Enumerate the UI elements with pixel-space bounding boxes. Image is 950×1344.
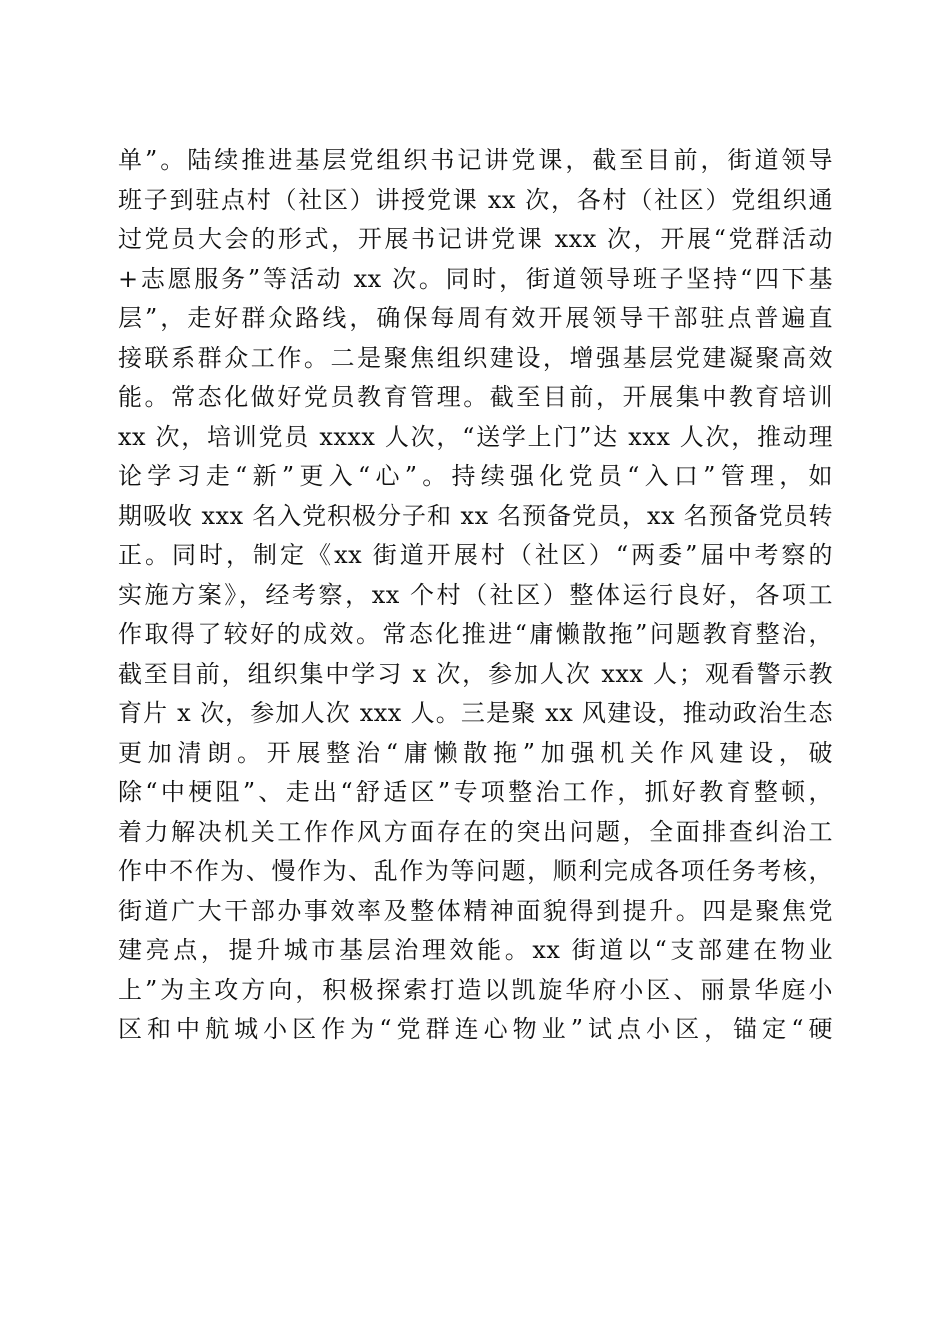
text-line-4: +志愿服务”等活动 xx 次。同时，街道领导班子坚持“四下基 [118, 264, 833, 293]
text-line-14: 截至目前，组织集中学习 x 次，参加人次 xxx 人；观看警示教 [118, 659, 833, 688]
text-line-1: 单”。陆续推进基层党组织书记讲党课，截至目前，街道领导 [118, 146, 833, 174]
text-line-20: 街道广大干部办事效率及整体精神面貌得到提升。四是聚焦党 [118, 896, 833, 925]
body-text [118, 141, 833, 1050]
text-line-22: 上”为主攻方向，积极探索打造以凯旋华府小区、丽景华庭小 [118, 975, 833, 1004]
text-line-9: 论学习走“新”更入“心”。持续强化党员“入口”管理，如 [118, 462, 833, 490]
text-line-23: 区和中航城小区作为“党群连心物业”试点小区，锚定“硬 [118, 1015, 833, 1043]
text-line-10: 期吸收 xxx 名入党积极分子和 xx 名预备党员，xx 名预备党员转 [118, 501, 833, 530]
text-line-15: 育片 x 次，参加人次 xxx 人。三是聚 xx 风建设，推动政治生态 [118, 699, 833, 727]
text-line-18: 着力解决机关工作作风方面存在的突出问题，全面排查纠治工 [118, 817, 833, 846]
text-line-2: 班子到驻点村（社区）讲授党课 xx 次，各村（社区）党组织通 [118, 185, 833, 214]
text-line-12: 实施方案》，经考察，xx 个村（社区）整体运行良好，各项工 [118, 580, 833, 609]
text-line-16: 更加清朗。开展整治“庸懒散拖”加强机关作风建设，破 [118, 738, 833, 767]
text-line-19: 作中不作为、慢作为、乱作为等问题，顺利完成各项任务考核， [118, 857, 833, 885]
text-line-3: 过党员大会的形式，开展书记讲党课 xxx 次，开展“党群活动 [118, 225, 833, 253]
text-line-17: 除“中梗阻”、走出“舒适区”专项整治工作，抓好教育整顿， [118, 778, 833, 806]
text-line-8: xx 次，培训党员 xxxx 人次，“送学上门”达 xxx 人次，推动理 [118, 422, 833, 451]
text-line-21: 建亮点，提升城市基层治理效能。xx 街道以“支部建在物业 [118, 936, 833, 964]
text-line-7: 能。常态化做好党员教育管理。截至目前，开展集中教育培训 [118, 383, 833, 411]
text-line-11: 正。同时，制定《xx 街道开展村（社区）“两委”届中考察的 [118, 541, 833, 569]
text-line-13: 作取得了较好的成效。常态化推进“庸懒散拖”问题教育整治， [118, 620, 833, 648]
text-line-6: 接联系群众工作。二是聚焦组织建设，增强基层党建凝聚高效 [118, 343, 833, 372]
text-line-5: 层”，走好群众路线，确保每周有效开展领导干部驻点普遍直 [118, 304, 833, 332]
